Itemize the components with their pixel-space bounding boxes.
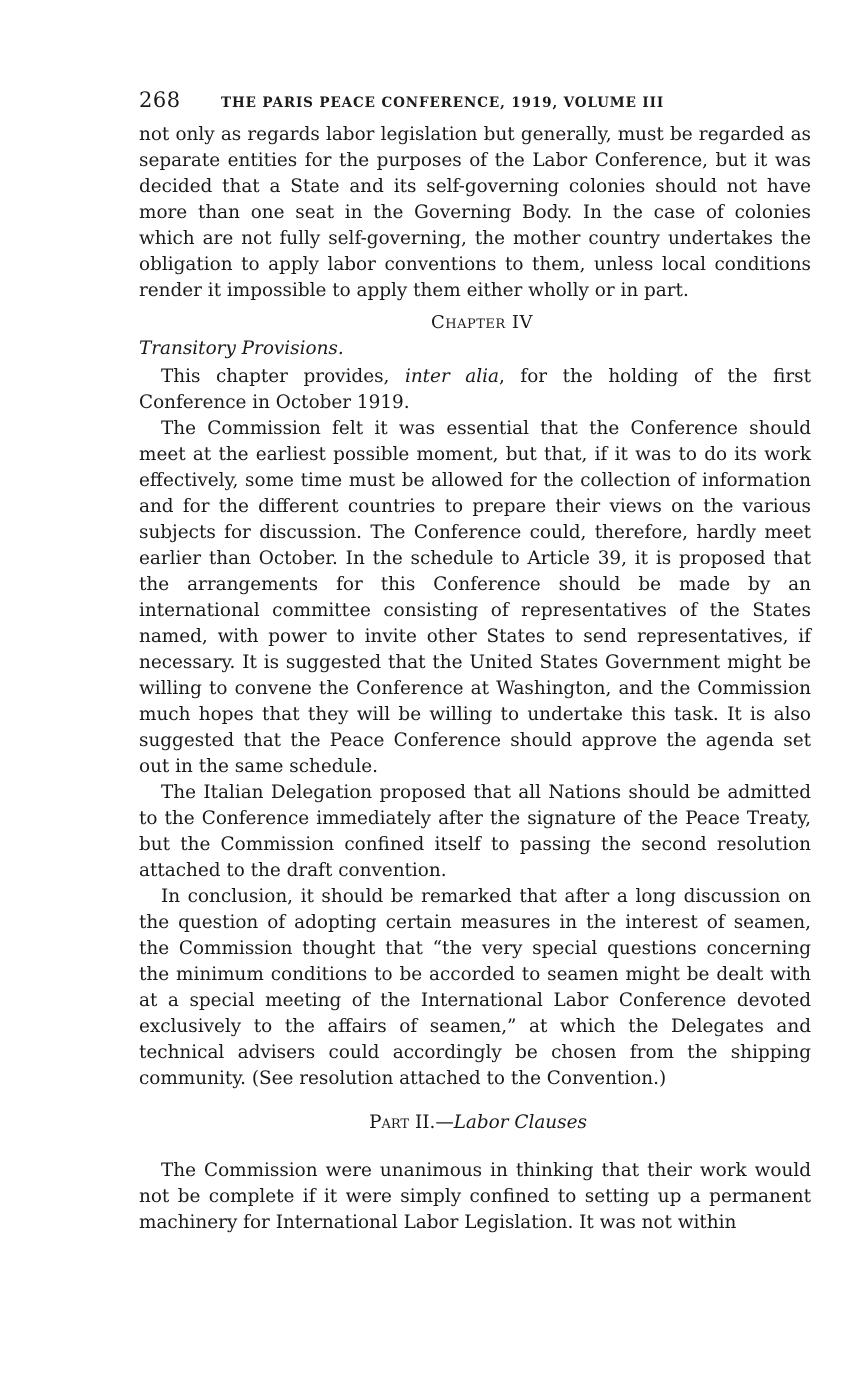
chapter-intro-text-a: This chapter provides, (161, 366, 405, 387)
part-title: Labor Clauses (453, 1112, 587, 1133)
paragraph-chapter-intro (139, 364, 811, 416)
running-head (139, 88, 811, 118)
part-label: Part (369, 1112, 410, 1133)
paragraph-part-intro: The Commission were unanimous in thinking that their work would not be complete if it were simply confined to setting up a permanent machinery for International Labor Legislation. It was not within (139, 1160, 811, 1233)
part-heading (139, 1110, 811, 1136)
paragraph-conclusion: In conclusion, it should be remarked that after a long discussion on the question of adopting certain measures in the interest of seamen, the Commission thought that “the very special questions concerning the minimum conditions to be accorded to seamen might be dealt with at a special meeting of the International Labor Conference devoted exclusively to the affairs of seamen,” at which the Delegates and technical advisers could accordingly be chosen from the shipping community. (See resolution attached to the Convention.) (139, 886, 811, 1089)
paragraph-italian-delegation: The Italian Delegation proposed that all Nations should be admitted to the Conference immediately after the signature of the Peace Treaty, but the Commission confined itself to passing the second resolution attached to the draft convention. (139, 782, 811, 881)
paragraph-commission: The Commission felt it was essential that the Conference should meet at the earliest possible moment, but that, if it was to do its work effectively, some time must be allowed for the collection of information and for the different countries to prepare their views on the various subjects for discussion. The Conference could, therefore, hardly meet earlier than October. In the schedule to Article 39, it is proposed that the arrangements for this Conference should be made by an international committee consisting of representatives of the States named, with power to invite other States to send representatives, if necessary. It is suggested that the United States Government might be willing to convene the Conference at Washington, and the Commission much hopes that they will be willing to undertake this task. It is also suggested that the Peace Conference should approve the agenda set out in the same schedule. (139, 418, 811, 777)
chapter-label: Chapter (430, 312, 506, 333)
page (139, 88, 811, 1236)
section-title: Transitory Provisions. (139, 338, 344, 359)
chapter-numeral: IV (511, 312, 534, 333)
part-numeral: II.— (414, 1112, 454, 1133)
paragraph-continued: not only as regards labor legislation but generally, must be regarded as separate entities for the purposes of the Labor Conference, but it was decided that a State and its self-governing colonies should not have more than one seat in the Governing Body. In the case of colonies which are not fully self-governing, the mother country undertakes the obligation to apply labor conventions to them, unless local conditions render it impossible to apply them either wholly or in part. (139, 124, 811, 301)
page-number: 268 (139, 88, 181, 112)
chapter-heading (139, 310, 811, 336)
chapter-intro-text-b: , for the holding of the first Conference in October 1919. (139, 366, 811, 413)
running-title: THE PARIS PEACE CONFERENCE, 1919, VOLUME III (221, 95, 665, 111)
chapter-intro-latin: inter alia (404, 366, 499, 387)
